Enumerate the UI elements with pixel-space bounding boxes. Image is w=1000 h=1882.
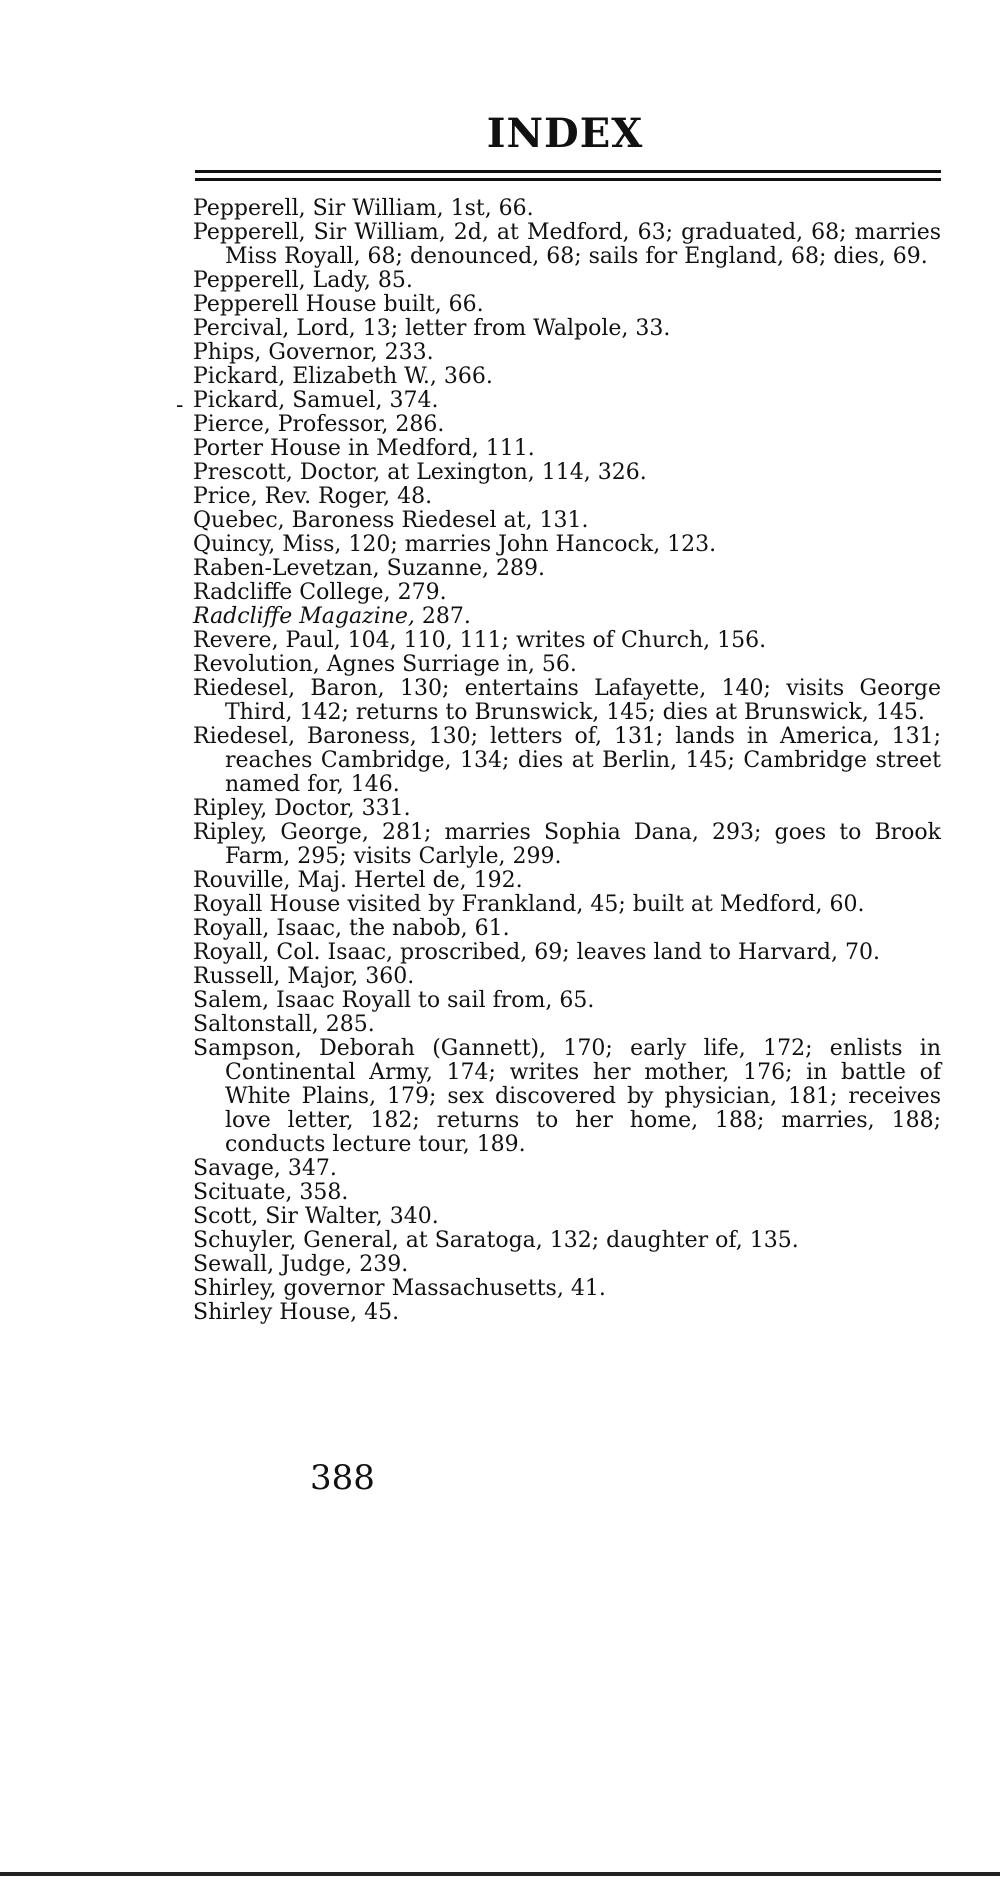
entry-references: 130; entertains Lafayette, 140; visits George Third, 142; returns to Brunswick, 145; dies at Brunswick, 145.	[225, 676, 942, 725]
index-entry	[193, 341, 941, 365]
index-entry	[193, 941, 941, 965]
index-entry	[193, 1157, 941, 1181]
page-number: 388	[310, 1458, 375, 1498]
entry-references: at Saratoga, 132; daughter of, 135.	[398, 1228, 799, 1253]
index-entry	[193, 893, 941, 917]
index-entries	[193, 197, 941, 1325]
entry-heading: Pepperell, Sir William, 2d,	[193, 220, 489, 245]
index-entry	[193, 989, 941, 1013]
entry-heading: Pierce, Professor,	[193, 412, 389, 437]
index-entry	[193, 1253, 941, 1277]
index-entry	[193, 629, 941, 653]
entry-references: Baroness Riedesel at, 131.	[284, 508, 589, 533]
index-entry	[193, 581, 941, 605]
index-entry	[193, 1037, 941, 1157]
index-entry	[193, 437, 941, 461]
entry-heading: Pickard, Samuel,	[193, 388, 383, 413]
entry-references: 233.	[377, 340, 434, 365]
index-entry	[193, 221, 941, 269]
index-entry	[193, 485, 941, 509]
entry-heading: Pickard, Elizabeth W.,	[193, 364, 437, 389]
index-entry	[193, 461, 941, 485]
entry-references: 289.	[488, 556, 545, 581]
entry-references: at Medford, 63; graduated, 68; marries Miss Royall, 68; denounced, 68; sails for England, 68; dies, 69.	[225, 220, 942, 269]
entry-heading: Price, Rev. Roger,	[193, 484, 391, 509]
index-entry	[193, 1013, 941, 1037]
entry-references: 13; letter from Walpole, 33.	[355, 316, 671, 341]
entry-references: 285.	[318, 1012, 375, 1037]
entry-heading: Savage,	[193, 1156, 281, 1181]
title-rule-thin	[195, 178, 941, 181]
entry-heading: Pepperell, Sir William, 1st,	[193, 196, 492, 221]
entry-heading: Pepperell, Lady,	[193, 268, 371, 293]
entry-heading: Royall, Col. Isaac,	[193, 940, 394, 965]
index-entry	[193, 1229, 941, 1253]
entry-heading: Radcliffe College,	[193, 580, 391, 605]
entry-references: built, 66.	[376, 292, 484, 317]
entry-references: 120; marries John Hancock, 123.	[341, 532, 717, 557]
index-entry	[193, 605, 941, 629]
entry-references: 170; early life, 172; enlists in Continental Army, 174; writes her mother, 176; in battle of White Plains, 179; sex discovered by physician, 181; receives love letter, 182; returns to her home, 188; marries, 188; conducts lecture tour, 189.	[225, 1036, 941, 1157]
entry-heading: Percival, Lord,	[193, 316, 356, 341]
entry-heading: Porter House	[193, 436, 341, 461]
entry-references: 286.	[388, 412, 445, 437]
index-entry	[193, 1205, 941, 1229]
entry-heading: Raben-Levetzan, Suzanne,	[193, 556, 489, 581]
index-entry	[193, 365, 941, 389]
entry-heading: Pepperell House	[193, 292, 377, 317]
entry-heading: Revolution,	[193, 652, 320, 677]
title-rule-thick	[195, 170, 941, 173]
entry-references: in Medford, 111.	[340, 436, 535, 461]
entry-references: 360.	[358, 964, 415, 989]
entry-heading: Prescott, Doctor,	[193, 460, 381, 485]
entry-references: the nabob, 61.	[341, 916, 510, 941]
entry-references: 374.	[382, 388, 439, 413]
index-entry	[193, 653, 941, 677]
entry-references: visited by Frankland, 45; built at Medford, 60.	[340, 892, 865, 917]
page-title: INDEX	[486, 110, 644, 157]
entry-heading: Sampson, Deborah (Gannett),	[193, 1036, 547, 1061]
index-entry	[193, 509, 941, 533]
entry-heading: Radcliffe Magazine,	[193, 604, 415, 629]
index-entry	[193, 821, 941, 869]
entry-references: 366.	[436, 364, 493, 389]
entry-heading: Quebec,	[193, 508, 285, 533]
index-entry	[193, 269, 941, 293]
bottom-rule	[0, 1872, 1000, 1876]
margin-mark: -	[176, 393, 184, 418]
entry-references: 279.	[390, 580, 447, 605]
index-entry	[193, 1277, 941, 1301]
entry-references: 331.	[354, 796, 411, 821]
entry-heading: Royall, Isaac,	[193, 916, 342, 941]
entry-references: 239.	[352, 1252, 409, 1277]
entry-references: 340.	[382, 1204, 439, 1229]
entry-references: proscribed, 69; leaves land to Harvard, 70.	[393, 940, 880, 965]
entry-references: 48.	[390, 484, 433, 509]
index-entry	[193, 317, 941, 341]
entry-heading: Schuyler, General,	[193, 1228, 399, 1253]
index-entry	[193, 965, 941, 989]
entry-heading: Shirley,	[193, 1276, 277, 1301]
entry-heading: Rouville, Maj. Hertel de,	[193, 868, 467, 893]
entry-heading: Ripley, George,	[193, 820, 369, 845]
entry-heading: Revere, Paul,	[193, 628, 341, 653]
index-entry	[193, 557, 941, 581]
entry-references: 287.	[414, 604, 471, 629]
entry-references: 281; marries Sophia Dana, 293; goes to Brook Farm, 295; visits Carlyle, 299.	[225, 820, 942, 869]
entry-heading: Scott, Sir Walter,	[193, 1204, 383, 1229]
entry-references: 45.	[357, 1300, 400, 1325]
entry-heading: Quincy, Miss,	[193, 532, 342, 557]
entry-references: 104, 110, 111; writes of Church, 156.	[340, 628, 767, 653]
index-entry	[193, 797, 941, 821]
entry-references: 85.	[370, 268, 413, 293]
entry-references: 347.	[280, 1156, 337, 1181]
entry-heading: Royall House	[193, 892, 341, 917]
entry-references: Agnes Surriage in, 56.	[319, 652, 577, 677]
entry-heading: Riedesel, Baron,	[193, 676, 385, 701]
entry-references: Isaac Royall to sail from, 65.	[269, 988, 595, 1013]
entry-references: 66.	[491, 196, 534, 221]
entry-heading: Ripley, Doctor,	[193, 796, 355, 821]
index-entry	[193, 197, 941, 221]
entry-heading: Phips, Governor,	[193, 340, 378, 365]
entry-heading: Salem,	[193, 988, 270, 1013]
entry-references: 358.	[292, 1180, 349, 1205]
entry-heading: Riedesel, Baroness,	[193, 724, 417, 749]
entry-references: at Lexington, 114, 326.	[380, 460, 647, 485]
index-entry	[193, 1181, 941, 1205]
index-entry	[193, 917, 941, 941]
index-entry	[193, 533, 941, 557]
index-entry	[193, 413, 941, 437]
index-entry	[193, 677, 941, 725]
entry-references: 130; letters of, 131; lands in America, 131; reaches Cambridge, 134; dies at Berlin, 145; Cambridge street named for, 146.	[225, 724, 941, 797]
entry-heading: Shirley House,	[193, 1300, 358, 1325]
entry-references: 192.	[466, 868, 523, 893]
entry-heading: Saltonstall,	[193, 1012, 319, 1037]
index-entry	[193, 725, 941, 797]
index-entry	[193, 389, 941, 413]
index-entry	[193, 293, 941, 317]
index-entry	[193, 869, 941, 893]
index-entry	[193, 1301, 941, 1325]
entry-heading: Russell, Major,	[193, 964, 359, 989]
entry-heading: Scituate,	[193, 1180, 293, 1205]
entry-heading: Sewall, Judge,	[193, 1252, 353, 1277]
entry-references: governor Massachusetts, 41.	[276, 1276, 606, 1301]
